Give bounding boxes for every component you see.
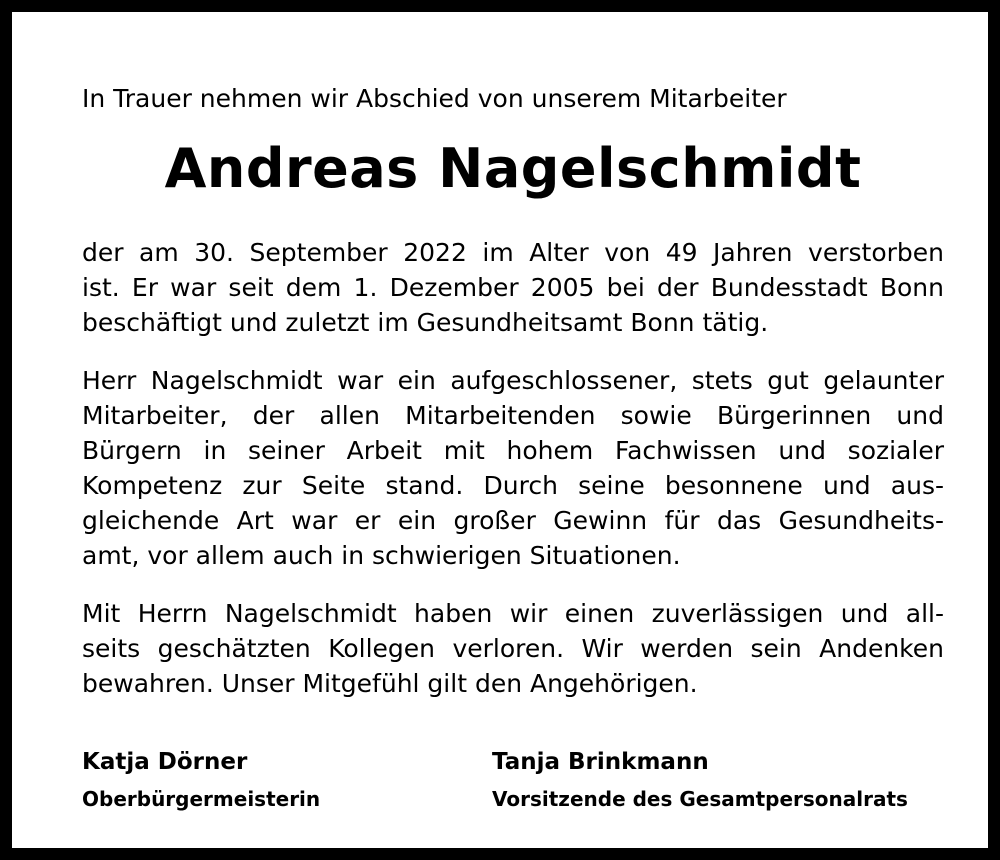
paragraph-tribute: [82, 363, 944, 573]
paragraph-line: amt, vor allem auch in schwierigen Situationen.: [82, 541, 681, 570]
signatory-role: Vorsitzende des Gesamtpersonalrats: [492, 787, 908, 811]
paragraph-line: Mit Herrn Nagelschmidt haben wir einen zuverlässigen und all-: [82, 599, 944, 628]
signature-block-mayor: [82, 746, 320, 816]
paragraph-death-details: [82, 235, 944, 340]
paragraph-line: bewahren. Unser Mitgefühl gilt den Angehörigen.: [82, 669, 698, 698]
paragraph-line: Kompetenz zur Seite stand. Durch seine besonnene und aus-: [82, 471, 944, 500]
paragraph-line: beschäftigt und zuletzt im Gesundheitsamt Bonn tätig.: [82, 308, 769, 337]
signature-block-staff-council: [492, 746, 908, 816]
intro-line: In Trauer nehmen wir Abschied von unserem Mitarbeiter: [82, 84, 787, 113]
signatory-role: Oberbürgermeisterin: [82, 787, 321, 811]
paragraph-condolence: [82, 596, 944, 701]
signatory-name: Tanja Brinkmann: [492, 749, 709, 775]
paragraph-line: seits geschätzten Kollegen verloren. Wir werden sein Andenken: [82, 634, 944, 663]
deceased-name: Andreas Nagelschmidt: [164, 137, 862, 200]
paragraph-line: ist. Er war seit dem 1. Dezember 2005 bei der Bundesstadt Bonn: [82, 273, 944, 302]
paragraph-line: Bürgern in seiner Arbeit mit hohem Fachwissen und sozialer: [82, 436, 944, 465]
signatory-name: Katja Dörner: [82, 749, 248, 775]
paragraph-line: Mitarbeiter, der allen Mitarbeitenden sowie Bürgerinnen und: [82, 401, 944, 430]
paragraph-line: der am 30. September 2022 im Alter von 49 Jahren verstorben: [82, 238, 944, 267]
paragraph-line: gleichende Art war er ein großer Gewinn für das Gesundheits-: [82, 506, 944, 535]
paragraph-line: Herr Nagelschmidt war ein aufgeschlossener, stets gut gelaunter: [82, 366, 944, 395]
